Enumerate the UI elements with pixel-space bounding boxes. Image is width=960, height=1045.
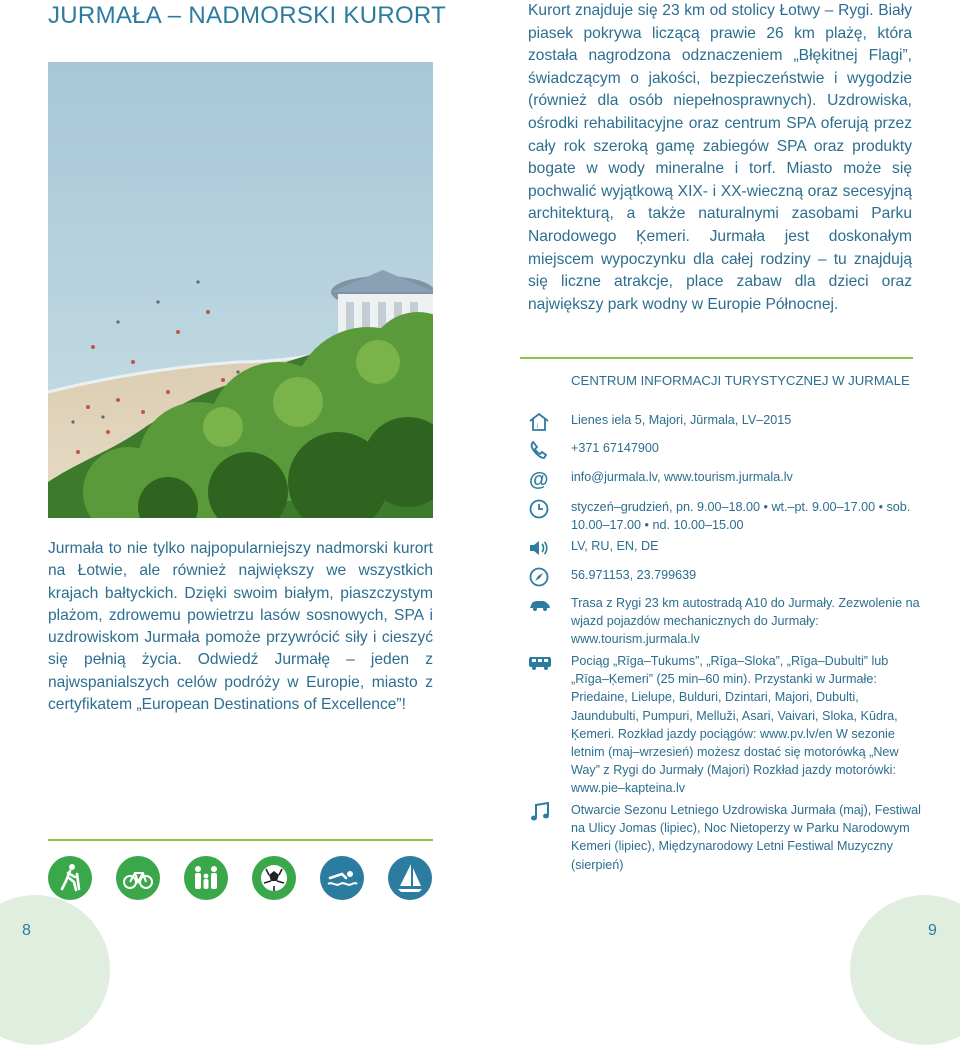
intro-left-paragraph: Jurmała to nie tylko najpopularniejszy nadmorski kurort na Łotwie, ale również największy we wszystkich krajach bałtyckich. Dzięki swoim białym, piaszczystym plażom, zdrowemu powietrzu lasów sosnowych, SPA i uzdrowiskom Jurmała pomoże przywrócić siły i cieszyć się pełnią życia. Odwiedź Jurmałę – jeden z najwspanialszych celów podróży w Europie, miasto z certyfikatem „European Destinations of Excellence”! [48,540,433,714]
svg-text:@: @ [529,469,549,490]
clock-icon [528,498,552,520]
svg-text:i: i [537,424,539,430]
at-icon [528,468,552,490]
languages-text: LV, RU, EN, DE [571,539,659,553]
corner-decoration-left [0,895,110,1045]
speaker-icon [528,537,552,559]
house-icon [528,411,552,433]
bus-icon [528,652,552,674]
intro-right-paragraph: Kurort znajduje się 23 km od stolicy Łotwy – Rygi. Biały piasek pokrywa liczącą prawie 26 km plażę, która została nagrodzona odznaczeniem „Błękitnej Flagi”, świadczącym o jakości, bezpieczeństwie i wygodzie (również dla osób niepełnosprawnych). Uzdrowiska, ośrodki rehabilitacyjne oraz centrum SPA oferują przez cały rok szeroką gamę zabiegów SPA oraz produkty bogate w wody mineralne i torf. Miasto może się pochwalić wyjątkową XIX- i XX-wieczną oraz secesyjną architekturą, a także naturalnymi zasobami Parku Narodowego Ķemeri. Jurmała jest doskonałym miejscem wypoczynku dla całej rodziny – tu znajdują się liczne atrakcje, place zabaw dla dzieci oraz największy park wodny w Europie Północnej. [528,2,912,313]
phone-icon [528,439,552,461]
hours-text: styczeń–grudzień, pn. 9.00–18.00 • wt.–pt. 9.00–17.00 • sob. 10.00–17.00 • nd. 10.00–15.00 [571,500,911,533]
sailing-icon [388,856,432,900]
family-icon [184,856,228,900]
activity-badges [48,856,433,900]
events-text: Otwarcie Sezonu Letniego Uzdrowiska Jurmała (maj), Festiwal na Ulicy Jomas (lipiec), Noc Nietoperzy w Parku Narodowym Kemeri (lipiec), Międzynarodowy Letni Festiwal Muzyczny (sierpień) [571,803,921,872]
address-text: Lienes iela 5, Majori, Jūrmala, LV–2015 [571,413,792,427]
divider-bottom [48,839,433,841]
page-title: JURMAŁA – NADMORSKI KURORT [48,2,447,29]
corner-decoration-right [850,895,960,1045]
hiking-icon [48,856,92,900]
divider-top [520,357,913,359]
swimming-icon [320,856,364,900]
page-number-right: 9 [928,922,937,939]
email-text[interactable]: info@jurmala.lv, www.tourism.jurmala.lv [571,470,793,484]
music-note-icon [528,801,552,823]
beach-photo [48,62,433,518]
coordinates-text: 56.971153, 23.799639 [571,568,697,582]
transport-text: Pociąg „Rīga–Tukums”, „Rīga–Sloka”, „Rīga–Dubulti” lub „Rīga–Ķemeri” (25 min–60 min). Przystanki w Jurmałe: Priedaine, Lielupe, Bulduri, Dzintari, Majori, Dubulti, Jaundubulti, Pumpuri, Melluži, Asari, Vaivari, Sloka, Kūdra, Ķemeri. Rozkład jazdy pociągów: www.pv.lv/en W sezonie letnim (maj–wrzesień) możesz dostać się motorówką „New Way” z Rygi do Jurmały (Majori) Rozkład jazdy motorówki: www.pie–kapteina.lv [571,654,899,796]
page-number-left: 8 [22,922,31,939]
bicycle-icon [116,856,160,900]
compass-icon [528,566,552,588]
car-text: Trasa z Rygi 23 km autostradą A10 do Jurmały. Zezwolenie na wjazd pojazdów mechanicznych do Jurmały: www.tourism.jurmala.lv [571,596,920,647]
info-heading: CENTRUM INFORMACJI TURYSTYCZNEJ W JURMALE [571,373,910,388]
phone-text[interactable]: +371 67147900 [571,441,659,455]
car-icon [528,594,552,616]
football-icon [252,856,296,900]
